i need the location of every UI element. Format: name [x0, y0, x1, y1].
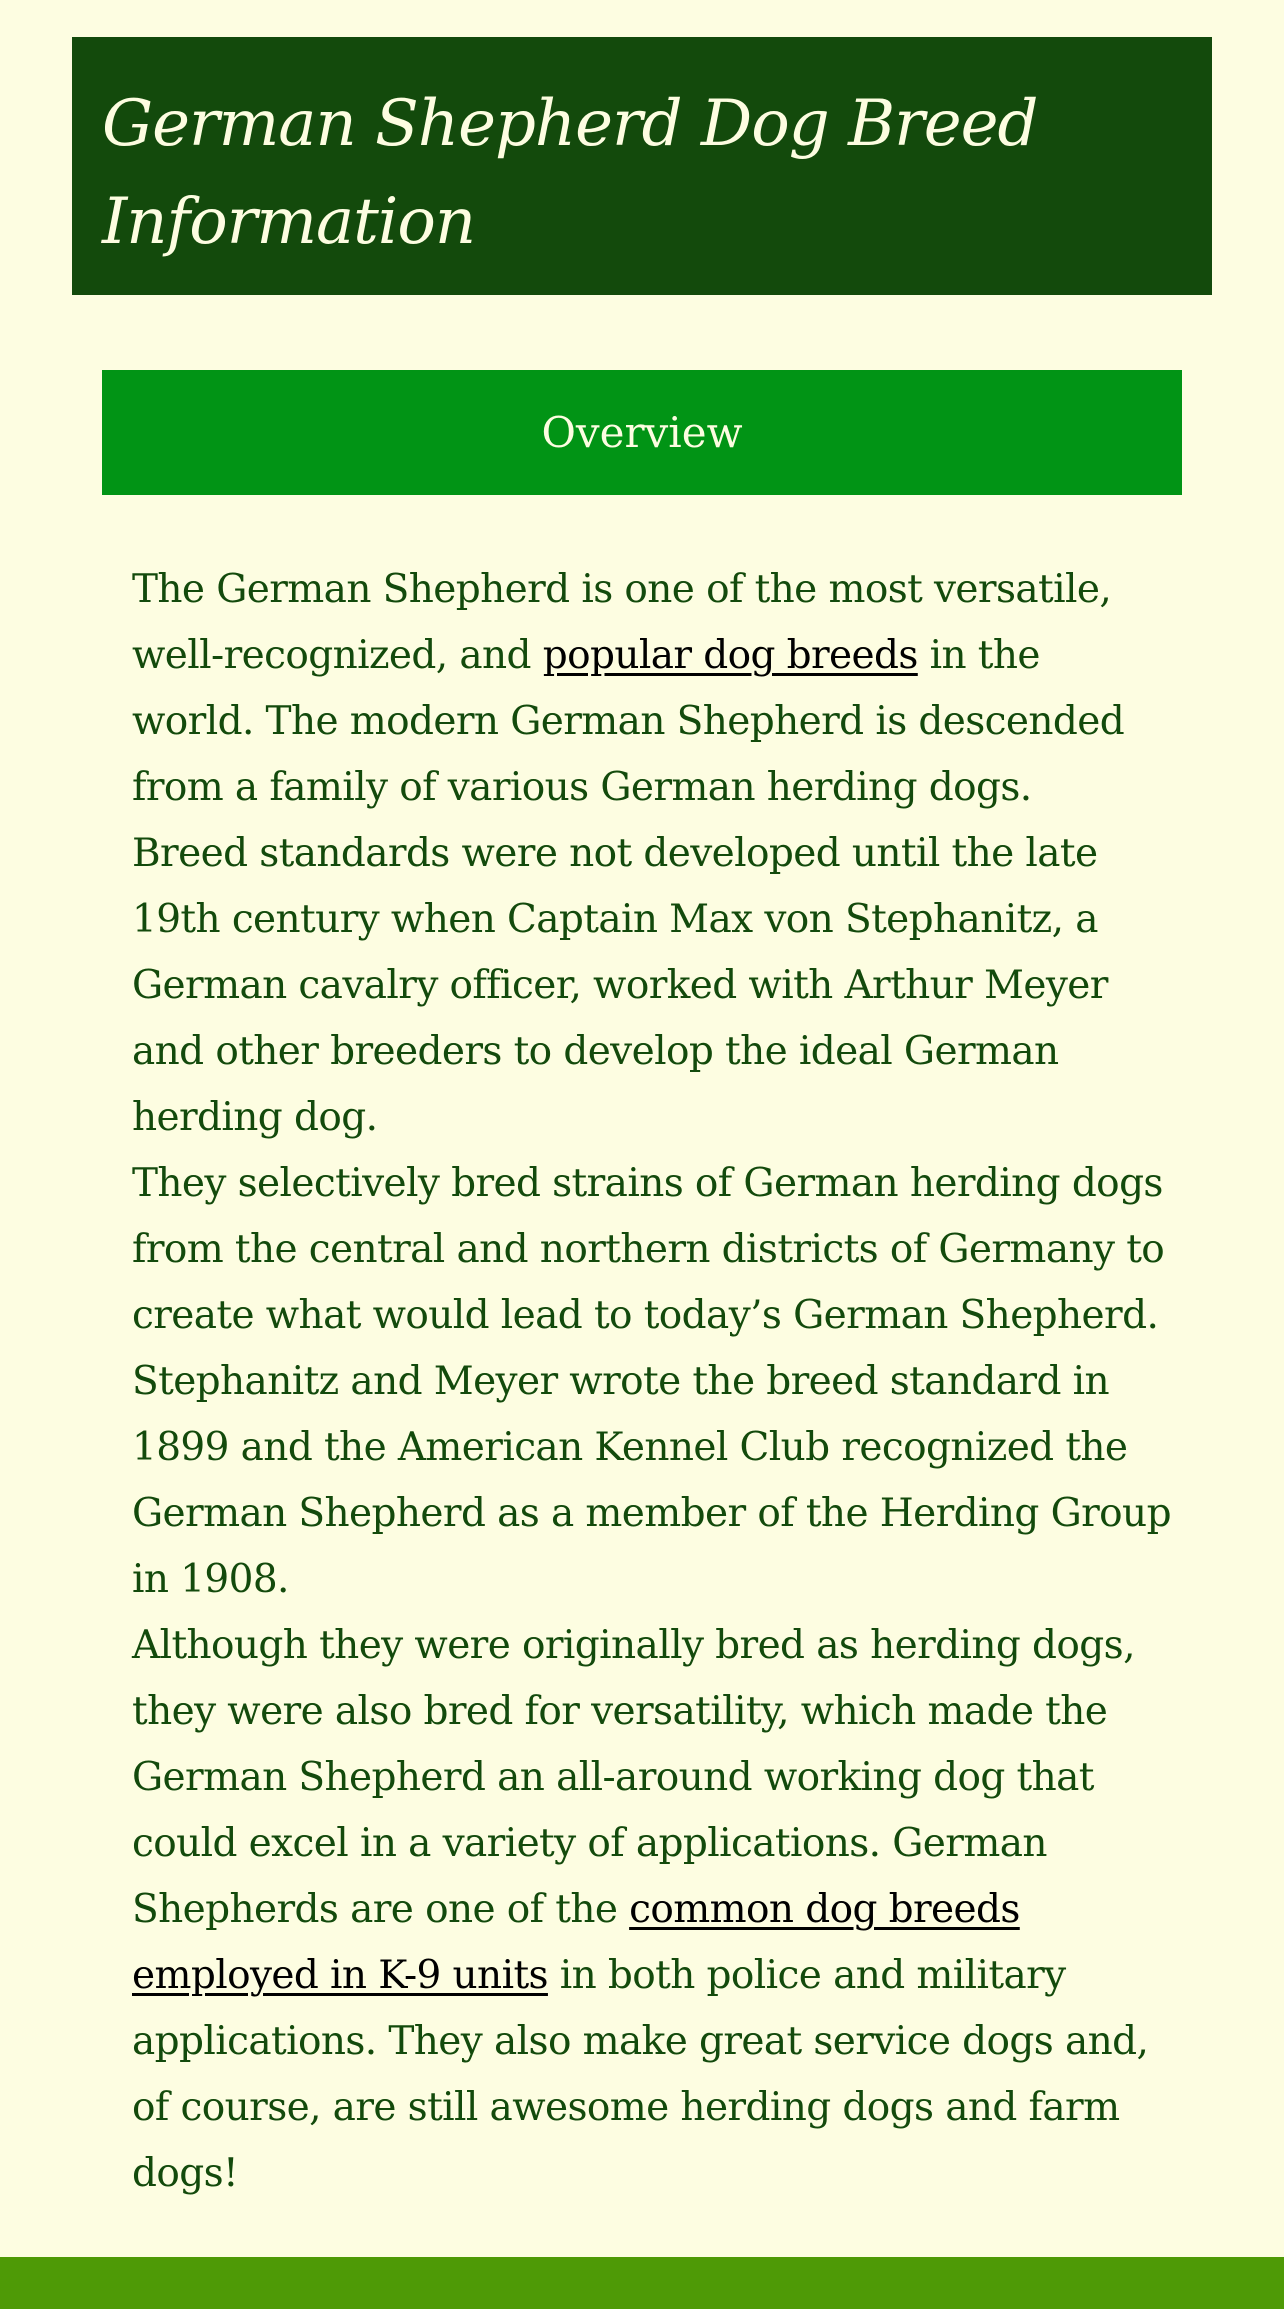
article-content	[132, 557, 1172, 2207]
paragraph-text: in the world. The modern German Shepherd is descended from a family of various German herding dogs.	[132, 633, 1125, 810]
paragraph-versatility	[132, 1613, 1172, 2207]
page-title: German Shepherd Dog Breed Information	[102, 87, 1038, 259]
footer-bar	[0, 2257, 1284, 2309]
paragraph-text: in both police and military applications. They also make great service dogs and, of course, are still awesome herding dogs and farm dogs!	[132, 1953, 1149, 2196]
paragraph-intro	[132, 557, 1172, 821]
paragraph-breed-standards: Breed standards were not developed until the late 19th century when Captain Max von Stephanitz, a German cavalry officer, worked with Arthur Meyer and other breeders to develop the ideal German herding dog.	[132, 831, 1108, 1140]
k9-units-link[interactable]: common dog breeds employed in K-9 units	[132, 1887, 1020, 1998]
page-header	[72, 37, 1212, 295]
paragraph-history: They selectively bred strains of German herding dogs from the central and northern districts of Germany to create what would lead to today’s German Shepherd. Stephanitz and Meyer wrote the breed standard in 1899 and the American Kennel Club recognized the German Shepherd as a member of the Herding Group in 1908.	[132, 1161, 1171, 1602]
overview-button[interactable]: Overview	[102, 370, 1182, 495]
popular-dog-breeds-link[interactable]: popular dog breeds	[542, 633, 918, 678]
paragraph-text: Although they were originally bred as herding dogs, they were also bred for versatility, which made the German Shepherd an all-around working dog that could excel in a variety of applications. German Shepherds are one of the	[132, 1623, 1135, 1932]
paragraph-text: The German Shepherd is one of the most versatile, well-recognized, and	[132, 567, 1112, 678]
